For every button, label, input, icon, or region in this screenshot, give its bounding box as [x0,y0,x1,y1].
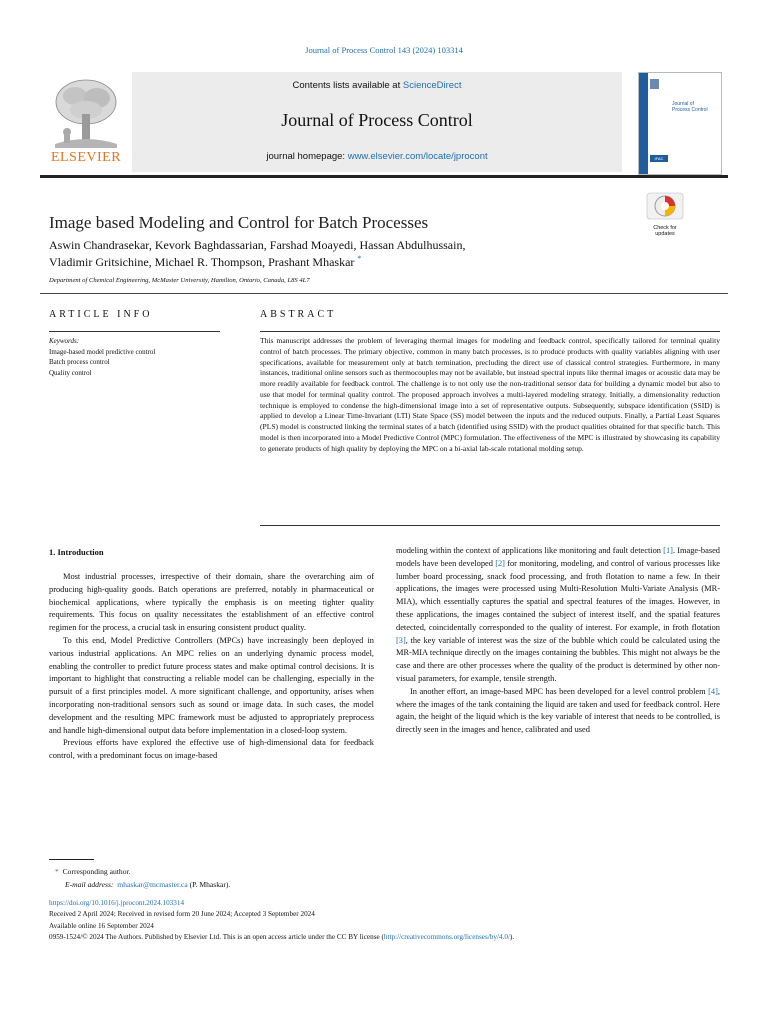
abstract-text: This manuscript addresses the problem of leveraging thermal images for modeling and feedback control, specifically tailored for terminal quality control of batch processes. The primary objective, common in many batch processes, is to produce products with quality variables aligning with user specifications, available for measurement only at batch termination, precluding the direct use of classical control strategies. Furthermore, in many instances, traditional online sensors such as thermocouples may not be available, but instead spectral inputs like thermal images or acoustic data may be more readily available for feedback control. The challenge is to not only use the non-traditional sensor data for building a dynamic model but also to use that model for terminal quality control. The proposed approach involves a multi-layered modeling strategy. Initially, a dimensionality reduction technique is employed to condense the high-dimensional image into a set of representative outputs. Subsequently, subspace identification (SSID) is applied to develop a Linear Time-Invariant (LTI) State Space (SS) model between the inputs and the reduced outputs. Finally, a Partial Least Squares (PLS) model is constructed linking the terminal states of a batch (identified using SSID) with the product qualities obtained for that specific batch. This model is then incorporated into a Model Predictive Control (MPC) formulation. The effectiveness of the MPC is illustrated by showcasing its capability to generate products of high quality by deploying the MPC on a bi-axial lab-scale rotational molding setup. [260,336,720,453]
homepage-prefix: journal homepage: [266,151,348,162]
body-text: , the key variable of interest was the size of the bubble which could be calculated using the MR-MIA technique directly on the images containing the bubbles. This might not always be the case and there are other processes where the quality of the product is determined by other non-visual parameters, for example, tensile strength. [396,635,720,683]
keyword-item: Batch process control [49,358,110,366]
authors-line-1: Aswin Chandrasekar, Kevork Baghdassarian, Farshad Moayedi, Hassan Abdulhussain, [49,238,466,252]
license-text: 0959-1524/© 2024 The Authors. Published by Elsevier Ltd. This is an open access article under the CC BY license ( [49,933,384,942]
header-rule [40,175,728,178]
doi-link[interactable]: https://doi.org/10.1016/j.jprocont.2024.103314 [49,899,185,907]
email-link[interactable]: mhaskar@mcmaster.ca [117,880,188,889]
abstract-heading: ABSTRACT [260,309,337,320]
affiliation: Department of Chemical Engineering, McMaster University, Hamilton, Ontario, Canada, L8S 4L7 [49,277,310,284]
cover-ifac-badge: IFAC [650,155,668,162]
homepage-link[interactable]: www.elsevier.com/locate/jprocont [347,151,488,162]
corresponding-author-text: Corresponding author. [62,867,131,876]
body-text: In another effort, an image-based MPC has been developed for a level control problem [410,686,709,696]
email-suffix: (P. Mhaskar). [189,880,231,889]
license-line [49,932,514,943]
keyword-item: Image-based model predictive control [49,347,156,356]
keywords-block [49,336,155,378]
citation-link[interactable]: [3] [396,635,406,645]
contents-prefix: Contents lists available at [292,80,403,91]
authors-line-2 [49,254,361,270]
crossmark-label: Check for updates [653,225,677,237]
received-dates: Received 2 April 2024; Received in revised form 20 June 2024; Accepted 3 September 2024 [49,910,315,919]
article-title: Image based Modeling and Control for Batch Processes [49,213,429,232]
crossmark-icon [644,192,686,220]
corresponding-author-mark[interactable]: * [357,254,362,263]
homepage-line [132,151,622,162]
body-text: modeling within the context of applications like monitoring and fault detection [396,546,664,555]
available-online: Available online 16 September 2024 [49,921,154,930]
cover-spine [639,73,648,174]
license-link[interactable]: http://creativecommons.org/licenses/by/4.0/ [383,933,510,942]
contents-line [132,80,622,91]
keywords-label: Keywords: [49,337,80,345]
body-text: . Image-based models have been developed [396,546,720,568]
introduction-heading: 1. Introduction [49,547,104,557]
affiliation-rule [40,293,728,294]
sciencedirect-link[interactable]: ScienceDirect [402,80,462,91]
publisher-wordmark: ELSEVIER [50,150,122,165]
body-text: , where the images of the tank containing the liquid are taken and used for feedback control. Here again, the height of the liquid which is the key variable of interest that needs to be controlled, is directly seen in the images and hence, calibrated and used [396,686,720,735]
citation-link[interactable]: [2] [495,558,505,568]
authors-line-2-text: Vladimir Gritsichine, Michael R. Thompson, Prashant Mhaskar [49,255,355,269]
corresponding-author-note [55,865,230,878]
elsevier-logo [45,74,127,169]
body-right-column [396,545,720,737]
cover-emblem [650,79,659,89]
citation-link[interactable]: [1] [663,546,673,555]
abstract-rule [260,331,720,332]
article-info-rule [49,331,220,332]
body-paragraph [396,545,720,686]
check-for-updates-badge[interactable] [644,192,686,237]
cover-title-2: Process Control [672,107,708,113]
journal-title: Journal of Process Control [281,110,473,130]
cover-title-1: Journal of [672,101,694,107]
article-info-heading: ARTICLE INFO [49,309,153,320]
citation-link[interactable]: [4] [708,686,718,696]
body-paragraph: Previous efforts have explored the effective use of high-dimensional data for feedback control, with a predominant focus on image-based [49,738,374,761]
footnote-mark: * [55,867,59,876]
journal-reference[interactable]: Journal of Process Control 143 (2024) 103314 [305,45,463,55]
body-paragraph: To this end, Model Predictive Controllers (MPCs) have increasingly been deployed in various industrial applications. An MPC relies on an underlying dynamic process model, enabling the controller to predict future process states and make optimal control decisions. It is important to highlight that constructing a reliable model can be challenging, especially in the pursuit of a first principles model. A more significant challenge, and opportunity, arises when incorporating non-traditional sensors such as sound or image data. In such cases, the model development and the resulting MPC framework must be adjusted to appropriately preprocess and handle high-dimensional output data before implementation in a closed-loop system. [49,635,374,735]
email-label: E-mail address: [65,880,114,889]
footer [49,898,514,944]
abstract-bottom-rule [260,525,720,526]
email-line [55,878,230,891]
keyword-item: Quality control [49,368,92,377]
body-paragraph [396,686,720,737]
body-paragraph: Most industrial processes, irrespective of their domain, share the overarching aim of producing high-quality goods. Batch operations are preferred, notably in pharmaceutical or biochemical applications, where typically the emphasis is on meeting tighter quality requirements. This focus on quality necessitates the establishment of an effective control regimen for the process, a crucial task in ensuring consistent product quality. [49,572,374,633]
journal-cover-thumbnail [638,72,722,175]
footnote [55,865,230,891]
body-left-column [49,571,374,763]
footnote-rule [49,859,94,860]
license-text-end: ). [509,933,515,942]
body-text: for monitoring, modeling, and control of various processes like lumber board processing, snack food processing, and froth flotation to name a few. In their applications, the images were processed using Multi-Resolution Multi-Variate Analysis (MR-MIA), which essentially captures the spatial and spectral features of the images. However, in these applications, the images contained the subject of interest itself, and the spatial features detected, coincidentally corresponded to the quality of interest. For example, in froth flotation [396,558,720,632]
